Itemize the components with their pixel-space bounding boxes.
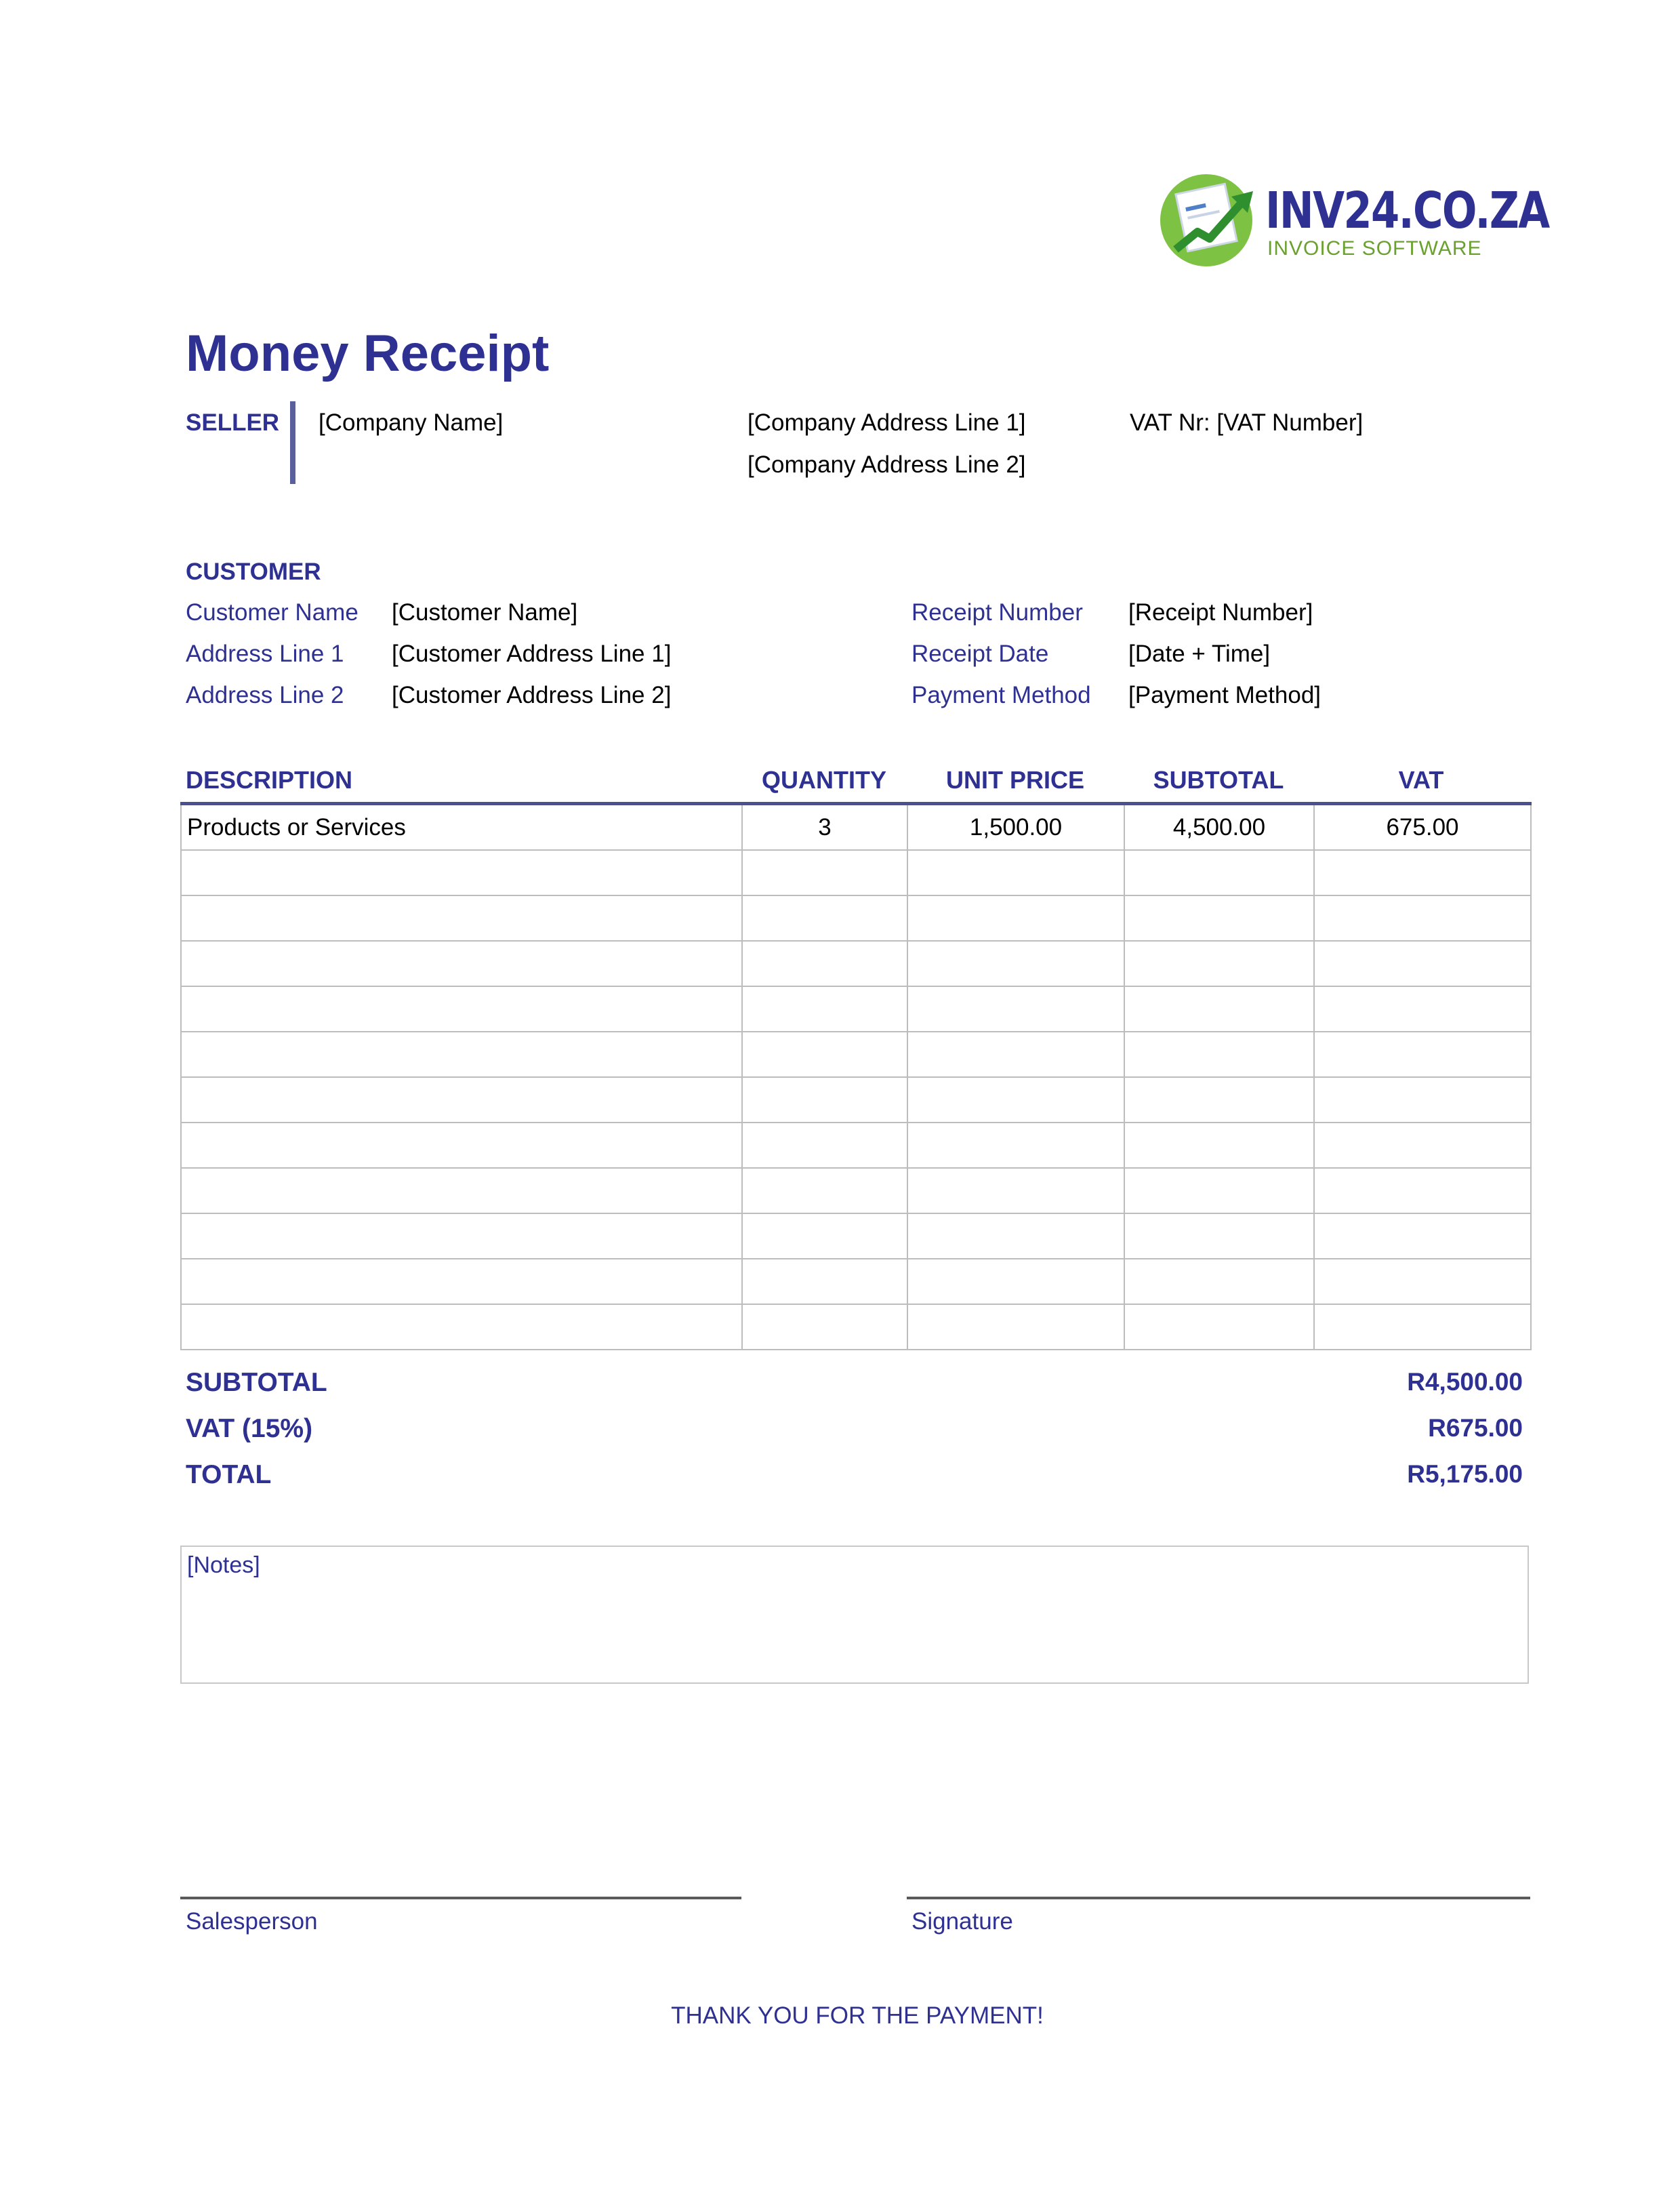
cell-subtotal[interactable] — [1124, 1032, 1314, 1077]
vat-total-value: R675.00 — [1428, 1414, 1523, 1442]
cell-unit-price[interactable] — [907, 1123, 1124, 1168]
cell-subtotal[interactable] — [1124, 1213, 1314, 1259]
cell-quantity[interactable] — [742, 1077, 907, 1123]
cell-vat[interactable] — [1314, 1304, 1531, 1350]
cell-quantity[interactable] — [742, 941, 907, 986]
customer-heading: CUSTOMER — [186, 559, 321, 585]
cell-subtotal[interactable] — [1124, 1077, 1314, 1123]
logo-tagline: INVOICE SOFTWARE — [1267, 237, 1482, 260]
cell-description[interactable] — [181, 986, 742, 1032]
cell-subtotal[interactable] — [1124, 1304, 1314, 1350]
table-row — [181, 986, 1531, 1032]
cell-vat[interactable] — [1314, 1123, 1531, 1168]
total-label: TOTAL — [186, 1460, 272, 1489]
cell-quantity[interactable] — [742, 986, 907, 1032]
cell-subtotal[interactable] — [1124, 1123, 1314, 1168]
cell-unit-price[interactable] — [907, 941, 1124, 986]
total-value: R5,175.00 — [1407, 1460, 1523, 1488]
brand-logo — [1155, 169, 1549, 271]
cell-vat[interactable] — [1314, 1032, 1531, 1077]
receipt-number-label: Receipt Number — [911, 599, 1083, 626]
cell-description[interactable] — [181, 1123, 742, 1168]
customer-address-1-label: Address Line 1 — [186, 641, 344, 667]
cell-quantity[interactable]: 3 — [742, 804, 907, 851]
cell-subtotal[interactable]: 4,500.00 — [1124, 804, 1314, 851]
company-name: [Company Name] — [319, 409, 504, 436]
cell-vat[interactable] — [1314, 895, 1531, 941]
cell-description[interactable] — [181, 1213, 742, 1259]
cell-vat[interactable] — [1314, 1077, 1531, 1123]
cell-unit-price[interactable] — [907, 1259, 1124, 1304]
cell-vat[interactable] — [1314, 1259, 1531, 1304]
cell-description[interactable] — [181, 1032, 742, 1077]
cell-unit-price[interactable] — [907, 1304, 1124, 1350]
logo-emblem-icon — [1155, 169, 1264, 271]
cell-vat[interactable] — [1314, 941, 1531, 986]
cell-unit-price[interactable] — [907, 1077, 1124, 1123]
cell-subtotal[interactable] — [1124, 895, 1314, 941]
receipt-date-label: Receipt Date — [911, 641, 1049, 667]
customer-address-2-value: [Customer Address Line 2] — [392, 682, 672, 708]
page-title: Money Receipt — [186, 325, 550, 382]
cell-vat[interactable] — [1314, 1168, 1531, 1213]
cell-description[interactable] — [181, 1077, 742, 1123]
cell-quantity[interactable] — [742, 850, 907, 895]
receipt-date-value: [Date + Time] — [1128, 641, 1271, 667]
header-quantity: QUANTITY — [762, 766, 886, 794]
seller-label: SELLER — [186, 409, 280, 436]
cell-vat[interactable] — [1314, 850, 1531, 895]
notes-box[interactable] — [180, 1546, 1529, 1684]
table-row — [181, 1259, 1531, 1304]
subtotal-value: R4,500.00 — [1407, 1368, 1523, 1396]
company-address-line-2: [Company Address Line 2] — [747, 451, 1026, 478]
table-row — [181, 1032, 1531, 1077]
header-unit-price: UNIT PRICE — [945, 766, 1084, 794]
cell-description[interactable] — [181, 895, 742, 941]
cell-quantity[interactable] — [742, 1032, 907, 1077]
cell-vat[interactable] — [1314, 1213, 1531, 1259]
cell-unit-price[interactable] — [907, 895, 1124, 941]
cell-unit-price[interactable] — [907, 1032, 1124, 1077]
cell-unit-price[interactable] — [907, 1213, 1124, 1259]
payment-method-label: Payment Method — [911, 682, 1091, 708]
cell-quantity[interactable] — [742, 1213, 907, 1259]
cell-description[interactable] — [181, 850, 742, 895]
line-items-table — [180, 802, 1532, 1350]
table-row — [181, 1213, 1531, 1259]
payment-method-value: [Payment Method] — [1128, 682, 1322, 708]
cell-quantity[interactable] — [742, 1259, 907, 1304]
table-row — [181, 895, 1531, 941]
customer-address-1-value: [Customer Address Line 1] — [392, 641, 672, 667]
cell-vat[interactable]: 675.00 — [1314, 804, 1531, 851]
customer-name-value: [Customer Name] — [392, 599, 578, 626]
cell-description[interactable] — [181, 1304, 742, 1350]
header-vat: VAT — [1398, 766, 1444, 794]
cell-subtotal[interactable] — [1124, 986, 1314, 1032]
cell-quantity[interactable] — [742, 895, 907, 941]
header-subtotal: SUBTOTAL — [1153, 766, 1284, 794]
table-row — [181, 1123, 1531, 1168]
salesperson-line — [180, 1897, 741, 1899]
cell-unit-price[interactable] — [907, 1168, 1124, 1213]
cell-unit-price[interactable] — [907, 986, 1124, 1032]
vat-number: VAT Nr: [VAT Number] — [1130, 409, 1364, 436]
table-row — [181, 1304, 1531, 1350]
cell-quantity[interactable] — [742, 1168, 907, 1213]
table-row — [181, 804, 1531, 851]
customer-address-2-label: Address Line 2 — [186, 682, 344, 708]
cell-subtotal[interactable] — [1124, 1168, 1314, 1213]
table-row — [181, 850, 1531, 895]
cell-description[interactable]: Products or Services — [181, 804, 742, 851]
table-row — [181, 1077, 1531, 1123]
customer-name-label: Customer Name — [186, 599, 358, 626]
signature-line — [907, 1897, 1530, 1899]
company-address-line-1: [Company Address Line 1] — [747, 409, 1026, 436]
cell-subtotal[interactable] — [1124, 850, 1314, 895]
seller-divider — [290, 401, 295, 484]
cell-unit-price[interactable] — [907, 850, 1124, 895]
thank-you-message: THANK YOU FOR THE PAYMENT! — [671, 2002, 1044, 2029]
cell-quantity[interactable] — [742, 1123, 907, 1168]
cell-description[interactable] — [181, 1168, 742, 1213]
table-row — [181, 941, 1531, 986]
table-row — [181, 1168, 1531, 1213]
cell-description[interactable] — [181, 941, 742, 986]
cell-subtotal[interactable] — [1124, 1259, 1314, 1304]
vat-total-label: VAT (15%) — [186, 1414, 313, 1443]
subtotal-label: SUBTOTAL — [186, 1368, 327, 1397]
signature-label: Signature — [911, 1908, 1013, 1935]
logo-wordmark: INV24.CO.ZA — [1265, 182, 1549, 240]
cell-unit-price[interactable]: 1,500.00 — [907, 804, 1124, 851]
cell-quantity[interactable] — [742, 1304, 907, 1350]
header-description: DESCRIPTION — [186, 766, 353, 794]
salesperson-label: Salesperson — [186, 1908, 318, 1935]
receipt-number-value: [Receipt Number] — [1128, 599, 1313, 626]
cell-description[interactable] — [181, 1259, 742, 1304]
cell-subtotal[interactable] — [1124, 941, 1314, 986]
cell-vat[interactable] — [1314, 986, 1531, 1032]
notes-text: [Notes] — [187, 1552, 260, 1578]
